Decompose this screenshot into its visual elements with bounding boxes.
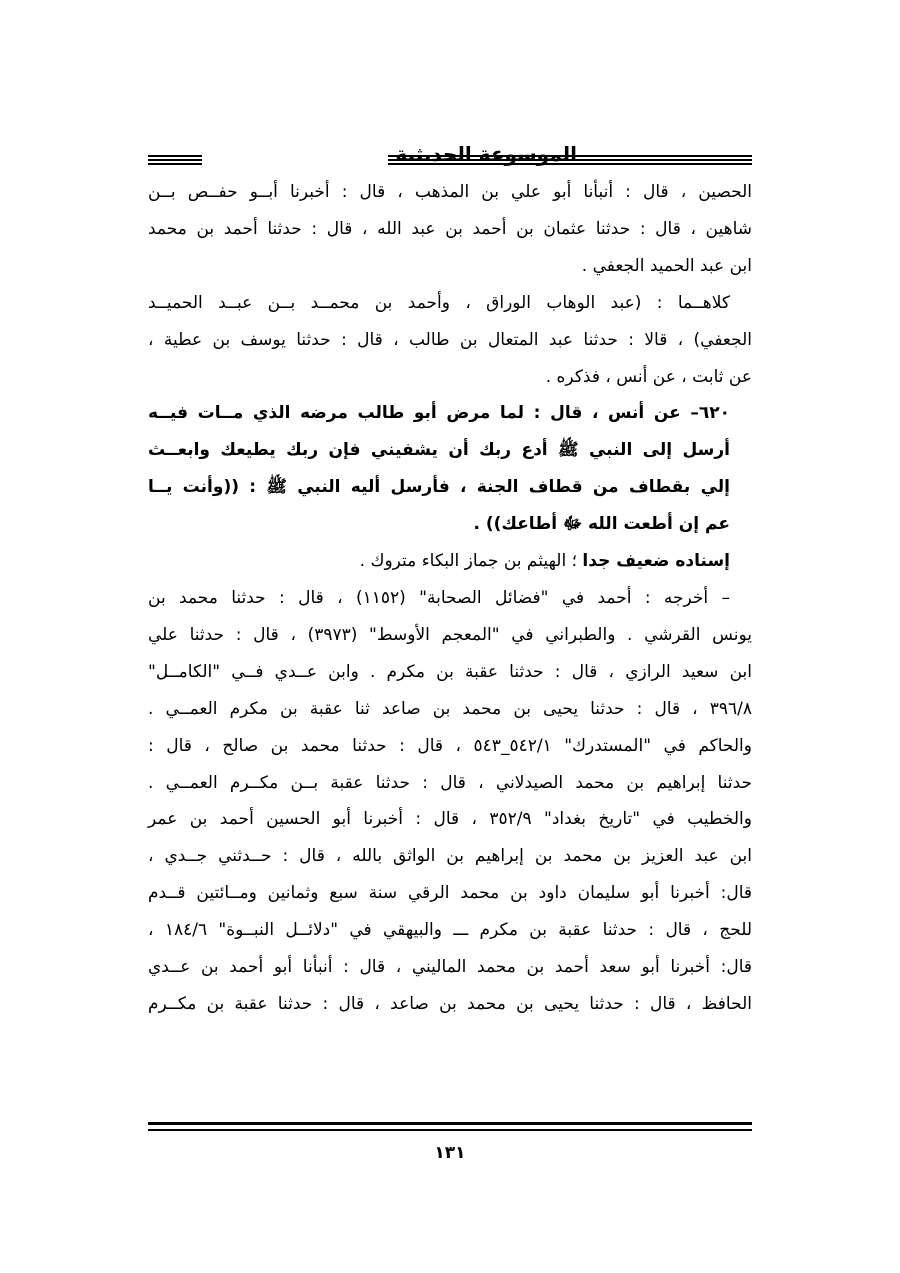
footer-rule <box>148 1122 752 1134</box>
isnad-rest: ؛ الهيثم بن جماز البكاء متروك . <box>359 551 578 572</box>
text-line: الجعفي) ، قالا : حدثنا عبد المتعال بن طالب ، قال : حدثنا يوسف بن عطية ، <box>148 329 752 350</box>
takhrij-line: – أخرجه : أحمد في "فضائل الصحابة" (١١٥٢) ، قال : حدثنا محمد بن <box>148 587 730 608</box>
hadith-line: أرسل إلى النبي ﷺ أدع ربك أن يشفيني فإن ربك يطيعك وابعــث <box>148 440 730 461</box>
page-number: ١٣١ <box>434 1143 466 1163</box>
text-line: عن ثابت ، عن أنس ، فذكره . <box>545 366 752 387</box>
takhrij-line: ابن عبد العزيز بن محمد بن إبراهيم بن الواثق بالله ، قال : حــدثني جــدي ، <box>148 846 752 867</box>
page-body <box>148 174 752 1023</box>
hadith-line: إلي بقطاف من قطاف الجنة ، فأرسل أليه النبي ﷺ : ((وأنت يــا <box>148 477 730 498</box>
text-line: شاهين ، قال : حدثنا عثمان بن أحمد بن عبد الله ، قال : حدثنا أحمد بن محمد <box>148 218 752 239</box>
header-rule-left <box>148 155 202 164</box>
takhrij-line: والحاكم في "المستدرك" ٥٤٢/١_٥٤٣ ، قال : حدثنا محمد بن صالح ، قال : <box>148 735 752 756</box>
takhrij-line: ٣٩٦/٨ ، قال : حدثنا يحيى بن محمد بن صاعد ثنا عقبة بن مكرم العمــي . <box>148 698 752 719</box>
takhrij-line: ابن سعيد الرازي ، قال : حدثنا عقبة بن مكرم . وابن عــدي فــي "الكامــل" <box>148 661 752 682</box>
hadith-line: ٦٢٠– عن أنس ، قال : لما مرض أبو طالب مرضه الذي مــات فيــه <box>148 403 730 424</box>
book-title: الموسوعة الحديثية <box>395 142 577 166</box>
isnad-lead: إسناده ضعيف جدا <box>582 551 730 572</box>
page-header <box>148 140 752 176</box>
takhrij-line: الحافظ ، قال : حدثنا يحيى بن محمد بن صاعد ، قال : حدثنا عقبة بن مكــرم <box>148 993 752 1014</box>
takhrij-line: يونس القرشي . والطبراني في "المعجم الأوسط" (٣٩٧٣) ، قال : حدثنا علي <box>148 624 753 645</box>
takhrij-line: والخطيب في "تاريخ بغداد" ٣٥٢/٩ ، قال : أخبرنا أبو الحسين أحمد بن عمر <box>148 809 752 830</box>
text-line: الحصين ، قال : أنبأنا أبو علي بن المذهب ، قال : أخبرنا أبــو حفــص بــن <box>148 182 752 202</box>
takhrij-line: حدثنا إبراهيم بن محمد الصيدلاني ، قال : حدثنا عقبة بــن مكــرم العمــي . <box>148 772 752 793</box>
hadith-line: عم إن أطعت الله ﷻ أطاعك)) . <box>473 514 730 535</box>
takhrij-line: قال: أخبرنا أبو سعد أحمد بن محمد الماليني ، قال : أنبأنا أبو أحمد بن عــدي <box>148 957 752 978</box>
text-line: ابن عبد الحميد الجعفي . <box>581 255 752 276</box>
takhrij-line: للحج ، قال : حدثنا عقبة بن مكرم ـــ والبيهقي في "دلائــل النبــوة" ١٨٤/٦ ، <box>148 920 752 941</box>
takhrij-line: قال: أخبرنا أبو سليمان داود بن محمد الرقي سنة سبع وثمانين ومــائتين قــدم <box>148 883 752 904</box>
text-line: كلاهــما : (عبد الوهاب الوراق ، وأحمد بن محمــد بــن عبــد الحميــد <box>148 292 730 313</box>
isnad-grading <box>148 543 752 580</box>
